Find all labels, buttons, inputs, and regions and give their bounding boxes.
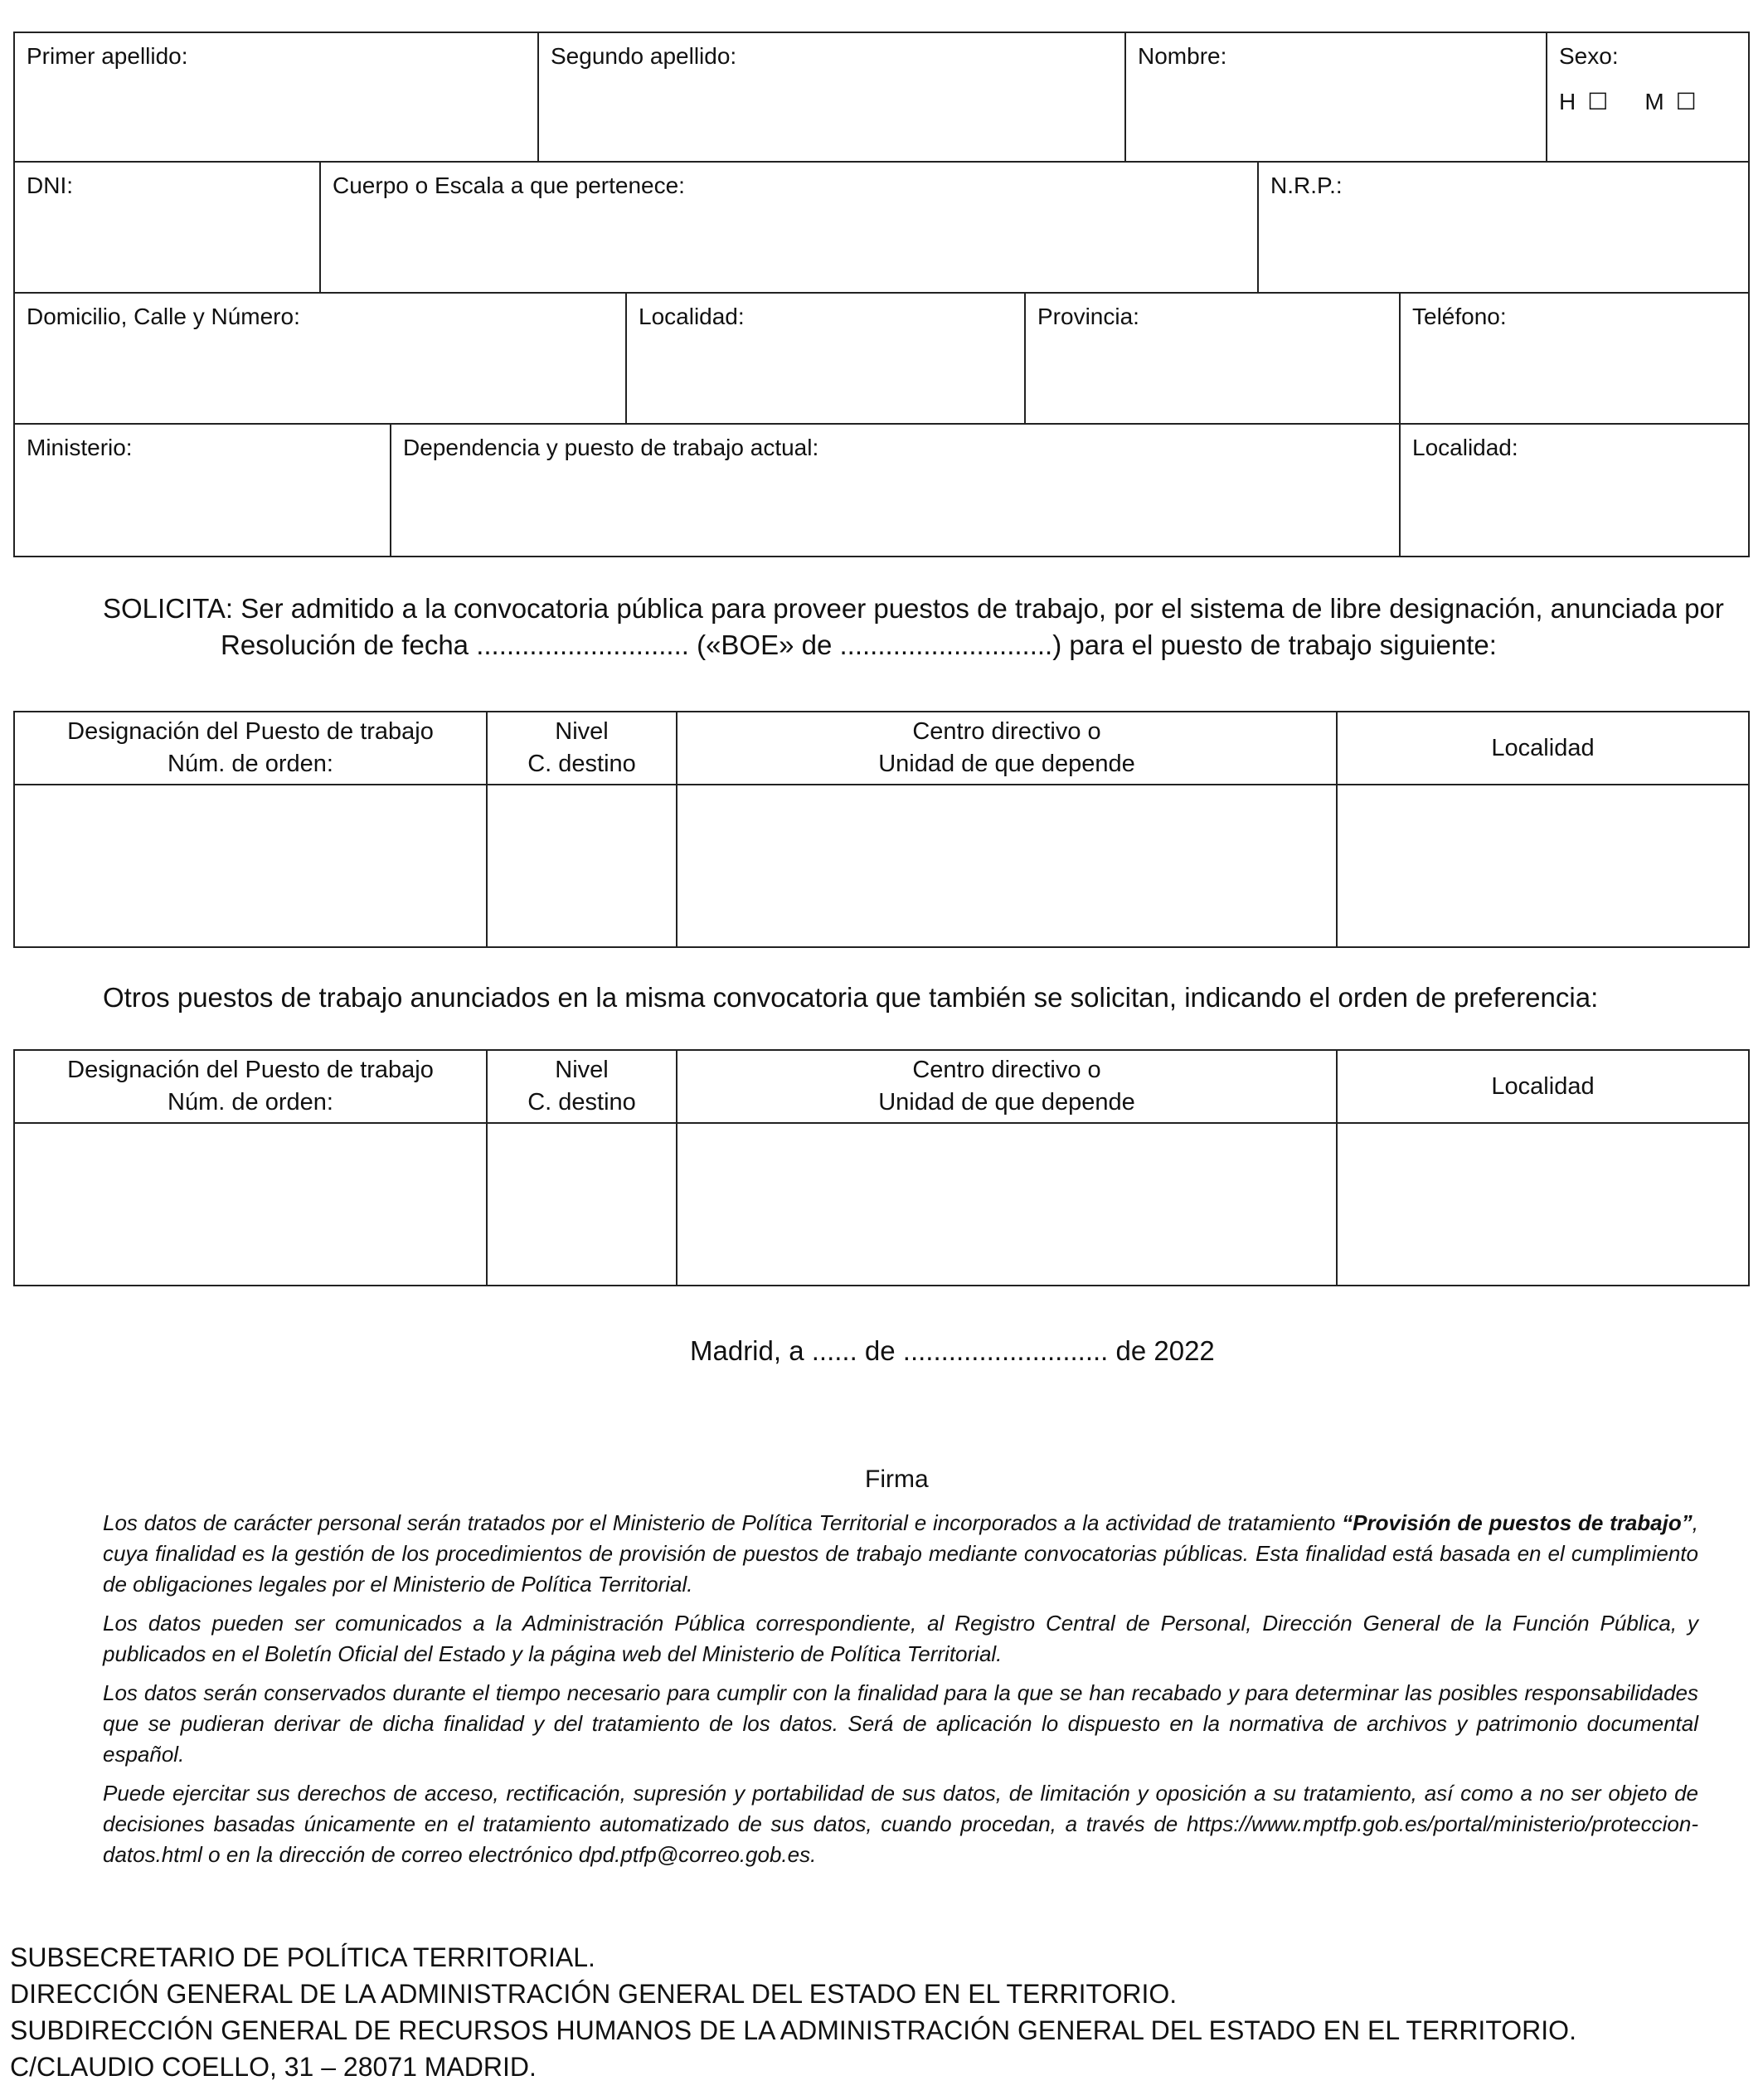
col-designacion-line2: Núm. de orden:	[168, 1089, 333, 1116]
provincia-field[interactable]	[1026, 294, 1401, 423]
dni-field[interactable]	[15, 163, 321, 292]
centro-cell[interactable]	[677, 1123, 1337, 1286]
privacy-paragraph-2: Los datos pueden ser comunicados a la Administración Pública correspondiente, al Registro Central de Personal, Dirección General de la Función Pública, y publicados en el Boletín Oficial del Estado y la página web del Ministerio de Política Territorial.	[103, 1611, 1698, 1666]
sexo-h-checkbox[interactable]: ☐	[1587, 89, 1609, 114]
nombre-field[interactable]	[1126, 33, 1547, 161]
col-nivel-line2: C. destino	[527, 1089, 636, 1116]
privacy-paragraph-4: Puede ejercitar sus derechos de acceso, rectificación, supresión y portabilidad de sus datos, de limitación y oposición a su tratamiento, así como a no ser objeto de decisiones basadas únicamente en el tratamiento automatizado de sus datos, cuando procedan, a través de https://www.mptfp.gob.es/portal/ministerio/proteccion-datos.html o en la dirección de correo electrónico dpd.ptfp@correo.gob.es.	[103, 1781, 1698, 1867]
ministerio-label: Ministerio:	[27, 435, 133, 460]
firma-label: Firma	[865, 1466, 929, 1493]
col-centro	[677, 1050, 1337, 1123]
col-designacion-line1: Designación del Puesto de trabajo	[67, 718, 434, 745]
privacy-p1-text: Los datos de carácter personal serán tratados por el Ministerio de Política Territorial e incorporados a la actividad de tratamiento	[103, 1510, 1343, 1535]
puesto-table-header	[14, 712, 1749, 785]
nrp-label: N.R.P.:	[1270, 173, 1343, 198]
col-nivel-line1: Nivel	[555, 718, 609, 745]
domicilio-label: Domicilio, Calle y Número:	[27, 304, 300, 329]
col-centro-line1: Centro directivo o	[912, 718, 1101, 745]
localidad-cell[interactable]	[1337, 785, 1749, 947]
footer-line-2: DIRECCIÓN GENERAL DE LA ADMINISTRACIÓN GENERAL DEL ESTADO EN EL TERRITORIO.	[10, 1979, 1178, 2009]
telefono-label: Teléfono:	[1412, 304, 1507, 329]
col-centro-line2: Unidad de que depende	[878, 751, 1135, 777]
primer-apellido-field[interactable]	[15, 33, 539, 161]
cuerpo-label: Cuerpo o Escala a que pertenece:	[333, 173, 685, 198]
form-row-ministerio	[13, 425, 1750, 557]
segundo-apellido-label: Segundo apellido:	[551, 43, 737, 69]
designacion-cell[interactable]	[14, 785, 487, 947]
col-centro	[677, 712, 1337, 785]
footer-line-1: SUBSECRETARIO DE POLÍTICA TERRITORIAL.	[10, 1942, 595, 1972]
col-centro-line2: Unidad de que depende	[878, 1089, 1135, 1116]
sexo-m-checkbox[interactable]: ☐	[1675, 89, 1697, 114]
dependencia-field[interactable]	[391, 425, 1401, 556]
form-row-dni	[13, 163, 1750, 294]
provincia-label: Provincia:	[1037, 304, 1139, 329]
privacy-notice	[103, 1508, 1698, 1879]
col-designacion-line2: Núm. de orden:	[168, 751, 333, 777]
dni-label: DNI:	[27, 173, 73, 198]
solicita-line-2: Resolución de fecha ............................ («BOE» de ............................) para el puesto de trabajo siguiente:	[221, 630, 1497, 660]
sexo-label: Sexo:	[1559, 43, 1619, 69]
centro-cell[interactable]	[677, 785, 1337, 947]
sexo-field	[1547, 33, 1748, 161]
segundo-apellido-field[interactable]	[539, 33, 1126, 161]
col-designacion-line1: Designación del Puesto de trabajo	[67, 1057, 434, 1083]
localidad-cell[interactable]	[1337, 1123, 1749, 1286]
col-localidad: Localidad	[1337, 712, 1749, 785]
footer-line-3: SUBDIRECCIÓN GENERAL DE RECURSOS HUMANOS DE LA ADMINISTRACIÓN GENERAL DEL ESTADO EN EL TERRITORIO.	[10, 2015, 1576, 2045]
cuerpo-field[interactable]	[321, 163, 1259, 292]
nivel-cell[interactable]	[487, 1123, 677, 1286]
solicita-line-1: SOLICITA: Ser admitido a la convocatoria pública para proveer puestos de trabajo, por el sistema de libre designación, anunciada por	[103, 593, 1724, 624]
otros-table-header	[14, 1050, 1749, 1123]
dependencia-label: Dependencia y puesto de trabajo actual:	[403, 435, 819, 460]
localidad-label: Localidad:	[639, 304, 745, 329]
form-row-domicilio	[13, 294, 1750, 425]
otros-puestos-table	[13, 1049, 1750, 1286]
privacy-paragraph-1	[103, 1508, 1698, 1600]
nrp-field[interactable]	[1259, 163, 1748, 292]
col-designacion	[14, 1050, 487, 1123]
localidad-field[interactable]	[627, 294, 1026, 423]
col-localidad: Localidad	[1337, 1050, 1749, 1123]
privacy-p1-text-2: , cuya finalidad es la gestión de los procedimientos de provisión de puestos de trabajo mediante convocatorias públicas. Esta finalidad está basada en el cumplimiento de obligaciones legales por el Ministerio de Política Territorial.	[103, 1510, 1698, 1597]
localidad-actual-field[interactable]	[1401, 425, 1748, 556]
localidad-actual-label: Localidad:	[1412, 435, 1518, 460]
privacy-paragraph-3: Los datos serán conservados durante el tiempo necesario para cumplir con la finalidad para la que se han recabado y para determinar las posibles responsabilidades que se pudieran derivar de dicha finalidad y del tratamiento de los datos. Será de aplicación lo dispuesto en la normativa de archivos y patrimonio documental español.	[103, 1680, 1698, 1767]
table-row	[14, 785, 1749, 947]
telefono-field[interactable]	[1401, 294, 1748, 423]
col-nivel	[487, 1050, 677, 1123]
nivel-cell[interactable]	[487, 785, 677, 947]
footer-line-4: C/CLAUDIO COELLO, 31 – 28071 MADRID.	[10, 2052, 537, 2082]
fecha-line: Madrid, a ...... de ........................... de 2022	[690, 1335, 1215, 1366]
sexo-m-label: M	[1644, 89, 1664, 114]
footer-address	[10, 1939, 1576, 2085]
col-nivel-line1: Nivel	[555, 1057, 609, 1083]
domicilio-field[interactable]	[15, 294, 627, 423]
privacy-activity-name: “Provisión de puestos de trabajo”	[1342, 1510, 1693, 1535]
designacion-cell[interactable]	[14, 1123, 487, 1286]
puesto-table	[13, 711, 1750, 948]
sexo-h-label: H	[1559, 89, 1576, 114]
col-designacion	[14, 712, 487, 785]
ministerio-field[interactable]	[15, 425, 391, 556]
form-row-identity	[13, 32, 1750, 163]
col-nivel-line2: C. destino	[527, 751, 636, 777]
nombre-label: Nombre:	[1138, 43, 1227, 69]
col-centro-line1: Centro directivo o	[912, 1057, 1101, 1083]
col-nivel	[487, 712, 677, 785]
table-row	[14, 1123, 1749, 1286]
primer-apellido-label: Primer apellido:	[27, 43, 188, 69]
otros-puestos-heading: Otros puestos de trabajo anunciados en la misma convocatoria que también se solicitan, indicando el orden de preferencia:	[103, 982, 1599, 1013]
